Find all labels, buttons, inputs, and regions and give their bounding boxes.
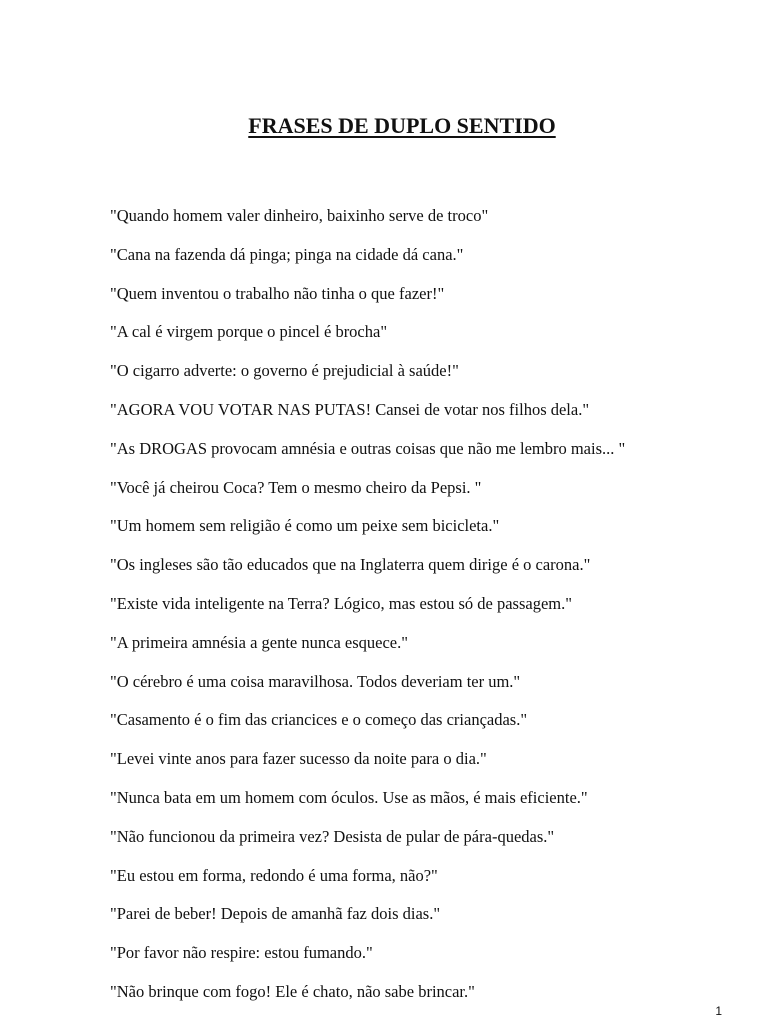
phrase-item: "Nunca bata em um homem com óculos. Use as mãos, é mais eficiente." bbox=[110, 787, 588, 807]
phrase-item: "Existe vida inteligente na Terra? Lógico, mas estou só de passagem." bbox=[110, 593, 572, 613]
phrase-item: "Um homem sem religião é como um peixe sem bicicleta." bbox=[110, 516, 500, 536]
phrase-item: "Quando homem valer dinheiro, baixinho serve de troco" bbox=[110, 206, 489, 225]
phrase-item: "Casamento é o fim das criancices e o começo das criançadas." bbox=[110, 710, 528, 730]
phrase-item: "Não brinque com fogo! Ele é chato, não sabe brincar." bbox=[110, 981, 475, 1001]
page-number: 1 bbox=[715, 1004, 722, 1018]
phrase-item: "Os ingleses são tão educados que na Inglaterra quem dirige é o carona." bbox=[110, 555, 591, 575]
phrase-item: "Cana na fazenda dá pinga; pinga na cidade dá cana." bbox=[110, 244, 464, 264]
phrase-item: "Parei de beber! Depois de amanhã faz dois dias." bbox=[110, 904, 441, 924]
phrase-item: "Quem inventou o trabalho não tinha o que fazer!" bbox=[110, 283, 445, 303]
phrase-item: "A cal é virgem porque o pincel é brocha" bbox=[110, 322, 388, 342]
phrase-item: "O cigarro adverte: o governo é prejudicial à saúde!" bbox=[110, 361, 459, 381]
phrase-list bbox=[110, 204, 740, 1019]
phrase-item: "As DROGAS provocam amnésia e outras coisas que não me lembro mais... " bbox=[110, 438, 626, 458]
phrase-item: "A primeira amnésia a gente nunca esquece." bbox=[110, 632, 408, 652]
phrase-item: "Por favor não respire: estou fumando." bbox=[110, 943, 373, 963]
phrase-item: "Levei vinte anos para fazer sucesso da noite para o dia." bbox=[110, 749, 487, 769]
phrase-item: "AGORA VOU VOTAR NAS PUTAS! Cansei de votar nos filhos dela." bbox=[110, 399, 590, 419]
phrase-item: "O cérebro é uma coisa maravilhosa. Todos deveriam ter um." bbox=[110, 671, 521, 691]
phrase-item: "Eu estou em forma, redondo é uma forma, não?" bbox=[110, 865, 438, 885]
document-title: FRASES DE DUPLO SENTIDO bbox=[248, 113, 556, 138]
phrase-item: "Não funcionou da primeira vez? Desista de pular de pára-quedas." bbox=[110, 826, 555, 846]
phrase-item: "Você já cheirou Coca? Tem o mesmo cheiro da Pepsi. " bbox=[110, 477, 482, 497]
